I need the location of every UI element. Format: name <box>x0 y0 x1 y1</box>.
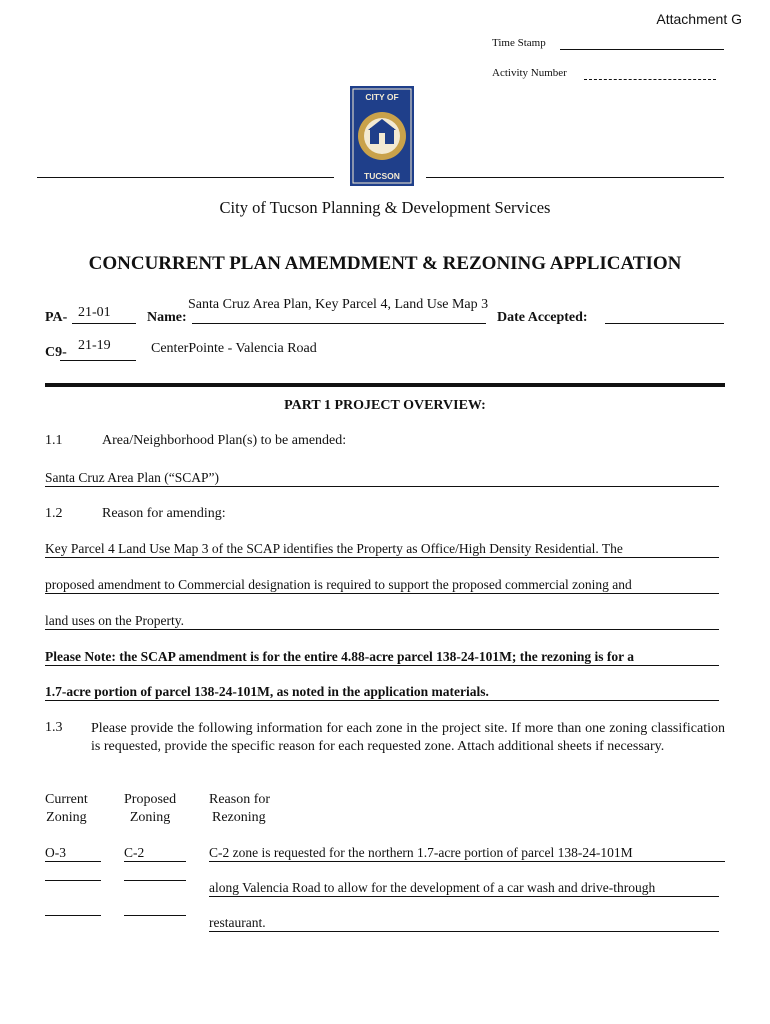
time-stamp-label: Time Stamp <box>492 37 546 49</box>
header-reason-line1: Reason for <box>209 792 271 807</box>
department-name: City of Tucson Planning & Development Services <box>219 198 551 217</box>
row3-proposed-zoning[interactable] <box>124 915 186 916</box>
date-accepted-label: Date Accepted: <box>497 310 588 325</box>
header-proposed-line1: Proposed <box>124 792 177 807</box>
s13-number: 1.3 <box>45 720 63 735</box>
row2-current-zoning[interactable] <box>45 880 101 881</box>
c9-label: C9- <box>45 345 67 360</box>
svg-text:CITY OF: CITY OF <box>365 92 399 102</box>
name-label: Name: <box>147 310 187 325</box>
activity-number-label: Activity Number <box>492 67 567 79</box>
section-divider <box>45 383 725 387</box>
header-current-line2: Zoning <box>46 810 87 825</box>
c9-project-name: CenterPointe - Valencia Road <box>151 341 317 356</box>
row3-reason[interactable]: restaurant. <box>209 915 719 932</box>
header-proposed-line2: Zoning <box>129 810 171 825</box>
pa-label: PA- <box>45 310 68 325</box>
s13-instructions: Please provide the following information for each zone in the project site. If more than one zoning classification is requested, provide the specific reason for each requested zone. Attach additional sheets if necessary. <box>91 721 725 754</box>
page-title: CONCURRENT PLAN AMEMDMENT & REZONING APPLICATION <box>88 253 682 274</box>
name-value: Santa Cruz Area Plan, Key Parcel 4, Land Use Map 3 <box>188 297 489 312</box>
s12-label: Reason for amending: <box>102 506 226 521</box>
header-reason-line2: Rezoning <box>212 810 266 825</box>
row1-reason[interactable]: C-2 zone is requested for the northern 1.7-acre portion of parcel 138-24-101M <box>209 845 725 862</box>
s12-reason-line-2[interactable]: proposed amendment to Commercial designation is required to support the proposed commercial zoning and <box>45 577 719 594</box>
svg-text:TUCSON: TUCSON <box>364 171 400 181</box>
s12-reason-line-3[interactable]: land uses on the Property. <box>45 613 719 630</box>
header-current-zoning <box>45 791 88 827</box>
time-stamp-field[interactable] <box>560 35 724 50</box>
s11-number: 1.1 <box>45 433 63 448</box>
attachment-label: Attachment G <box>656 11 742 27</box>
s12-note-line-1[interactable]: Please Note: the SCAP amendment is for the entire 4.88-acre parcel 138-24-101M; the rezoning is for a <box>45 649 719 666</box>
row2-proposed-zoning[interactable] <box>124 880 186 881</box>
header-proposed-zoning <box>124 791 176 827</box>
header-rule-right <box>426 177 724 178</box>
row3-current-zoning[interactable] <box>45 915 101 916</box>
row1-proposed-zoning[interactable]: C-2 <box>124 845 186 862</box>
pa-value: 21-01 <box>78 305 111 320</box>
c9-value: 21-19 <box>78 338 111 353</box>
part1-heading: PART 1 PROJECT OVERVIEW: <box>284 398 486 413</box>
activity-number-field[interactable] <box>584 66 716 80</box>
row2-reason[interactable]: along Valencia Road to allow for the development of a car wash and drive-through <box>209 880 719 897</box>
header-rule-left <box>37 177 334 178</box>
city-seal-logo <box>350 86 414 186</box>
s11-label: Area/Neighborhood Plan(s) to be amended: <box>102 433 347 448</box>
header-current-line1: Current <box>45 792 88 807</box>
s12-number: 1.2 <box>45 506 63 521</box>
date-accepted-field[interactable] <box>605 306 724 324</box>
header-reason <box>209 791 270 827</box>
s12-note-line-2[interactable]: 1.7-acre portion of parcel 138-24-101M, as noted in the application materials. <box>45 684 719 701</box>
row1-current-zoning[interactable]: O-3 <box>45 845 101 862</box>
s11-answer-field[interactable]: Santa Cruz Area Plan (“SCAP”) <box>45 470 719 487</box>
s12-reason-line-1[interactable]: Key Parcel 4 Land Use Map 3 of the SCAP identifies the Property as Office/High Density Residential. The <box>45 541 719 558</box>
